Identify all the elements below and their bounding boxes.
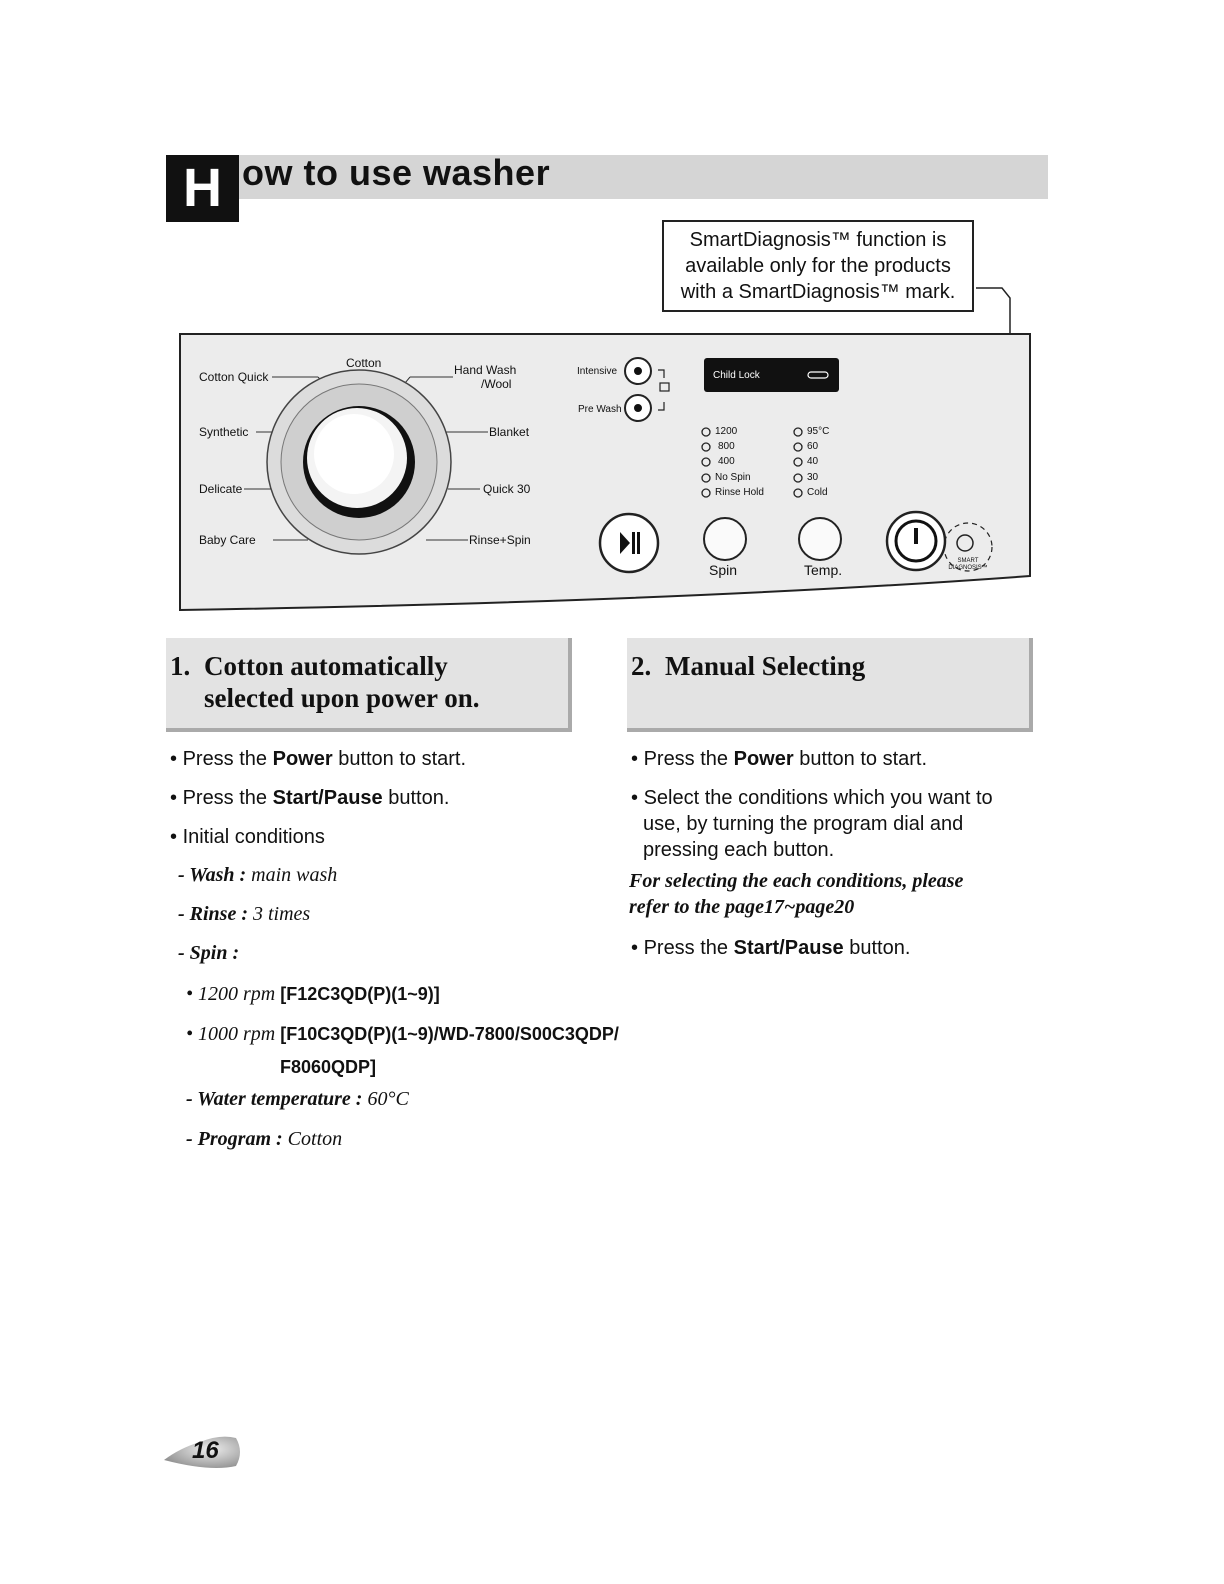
spin-level: 400 — [718, 456, 735, 467]
program-rinse-spin: Rinse+Spin — [469, 533, 531, 547]
condition-spin: - Spin : — [178, 942, 240, 964]
section2-bullet-select: • Select the conditions which you want to — [631, 787, 993, 809]
temp-button-label: Temp. — [804, 562, 843, 578]
temp-level: 40 — [807, 456, 819, 467]
spin-option-1000-cont: F8060QDP] — [280, 1057, 377, 1077]
child-lock-label: Child Lock — [713, 370, 760, 381]
condition-rinse: - Rinse : 3 times — [178, 903, 311, 925]
program-quick30: Quick 30 — [483, 482, 531, 496]
section2-reference-line1: For selecting the each conditions, please — [629, 870, 964, 892]
program-synthetic: Synthetic — [199, 425, 249, 439]
intensive-label: Intensive — [577, 366, 618, 377]
section2-number: 2. — [631, 651, 652, 681]
condition-wash: - Wash : main wash — [178, 864, 338, 886]
control-panel — [178, 332, 1032, 612]
smart-diagnosis-note — [662, 220, 974, 312]
program-cotton-quick: Cotton Quick — [199, 370, 269, 384]
spin-option-1000: • 1000 rpm [F10C3QD(P)(1~9)/WD-7800/S00C3QDP/ — [186, 1023, 619, 1045]
program-hand-wash: Hand Wash — [454, 363, 517, 377]
section2-bullet-select-cont: use, by turning the program dial and — [643, 813, 964, 835]
prewash-label: Pre Wash — [578, 404, 622, 415]
program-wool: /Wool — [481, 377, 512, 391]
spin-option-1200: • 1200 rpm [F12C3QD(P)(1~9)] — [186, 983, 440, 1005]
smart-mark-label: SMART DIAGNOSIS™ — [948, 558, 988, 571]
section2-reference-line2: refer to the page17~page20 — [629, 896, 855, 918]
temp-level: 95°C — [807, 426, 830, 437]
program-baby-care: Baby Care — [199, 533, 256, 547]
temp-level: 60 — [807, 441, 819, 452]
program-cotton: Cotton — [346, 356, 382, 370]
power-button[interactable] — [887, 512, 945, 570]
section2-bullet-power: • Press the Power button to start. — [631, 748, 928, 770]
temp-level: 30 — [807, 472, 819, 483]
section1-title-line2: selected upon power on. — [204, 683, 480, 713]
spin-level: No Spin — [715, 472, 751, 483]
note-line: available only for the products — [685, 255, 951, 277]
condition-water-temp: - Water temperature : 60°C — [186, 1088, 409, 1110]
program-dial[interactable] — [267, 370, 451, 554]
note-line: SmartDiagnosis™ function is — [689, 229, 947, 251]
program-delicate: Delicate — [199, 482, 243, 496]
section1-bullet-power: • Press the Power button to start. — [170, 748, 467, 770]
spin-button-label: Spin — [709, 562, 738, 578]
page-title: ow to use washer — [242, 152, 551, 193]
section1-number: 1. — [170, 651, 191, 681]
spin-level: Rinse Hold — [715, 487, 764, 498]
section1-bullet-initial: • Initial conditions — [170, 826, 325, 848]
note-line: with a SmartDiagnosis™ mark. — [680, 281, 956, 303]
program-blanket: Blanket — [489, 425, 530, 439]
temp-level: Cold — [807, 487, 828, 498]
spin-level: 1200 — [715, 426, 738, 437]
section1-title-line1: Cotton automatically — [204, 651, 448, 681]
spin-button — [704, 518, 746, 560]
page-number: 16 — [192, 1437, 219, 1464]
condition-program: - Program : Cotton — [186, 1128, 343, 1150]
section2-bullet-select-cont: pressing each button. — [643, 839, 835, 861]
start-pause-button[interactable] — [600, 514, 658, 572]
section1-bullet-start: • Press the Start/Pause button. — [170, 787, 450, 809]
header-initial-letter: H — [166, 155, 239, 222]
section2-title: Manual Selecting — [665, 651, 866, 681]
section2-bullet-start: • Press the Start/Pause button. — [631, 937, 911, 959]
spin-level: 800 — [718, 441, 735, 452]
temp-button — [799, 518, 841, 560]
